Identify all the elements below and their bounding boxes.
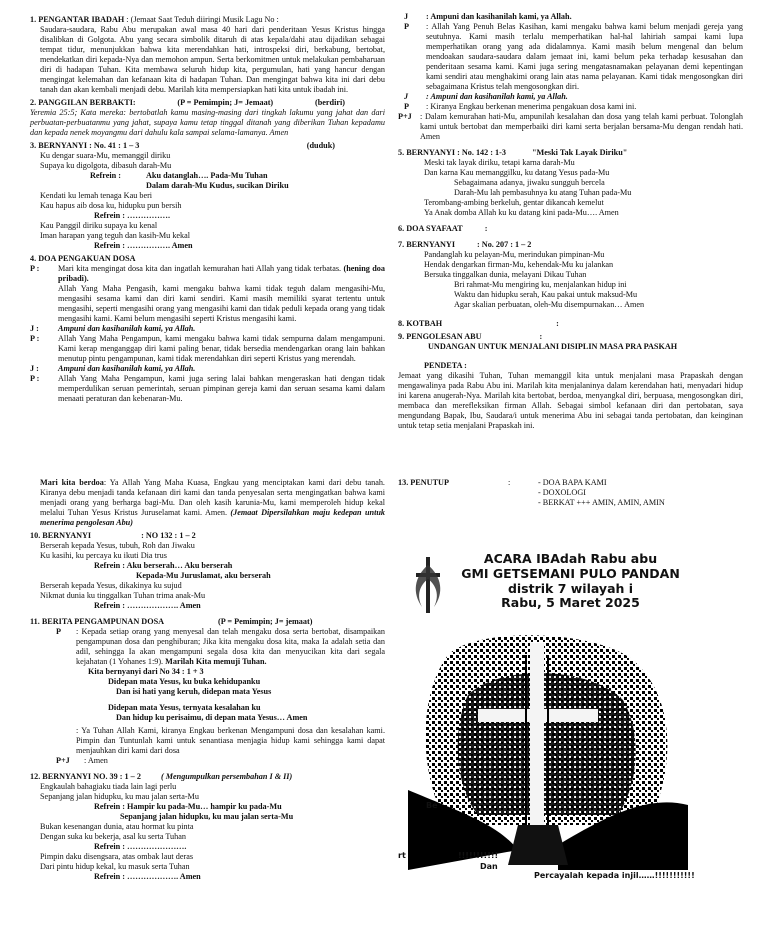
- sec5-title: "Meski Tak Layak Diriku": [532, 148, 628, 157]
- sec11-line: Didepan mata Yesus, ternyata kesalahan ku: [108, 703, 261, 712]
- sec7-line: Pandanglah ku pelayan-Mu, merindukan pimpinan-Mu: [424, 250, 605, 259]
- response: : Ampuni dan kasihanilah kami, ya Allah.: [426, 12, 572, 21]
- page-bottom-left: [30, 478, 385, 882]
- sec11-text: : Ya Tuhan Allah Kami, kiranya Engkau berkenan Mengampuni dosa dan kesalahan kami. Pimpin dan Tuntunlah kami untuk senantiasa menjagia hidup kami sehingga kami dapat menjauhkan diri kami dari dosa: [76, 726, 385, 755]
- cover-title: [398, 552, 743, 611]
- sec10-line: Nikmat dunia ku tinggalkan Tuhan trima anak-Mu: [40, 591, 206, 600]
- sec13-item: - BERKAT +++ AMIN, AMIN, AMIN: [538, 498, 665, 507]
- speaker-label: P :: [30, 264, 40, 273]
- pendeta-body: Jemaat yang dikasihi Tuhan, Tuhan memanggil kita untuk menjalani masa Prapaskah dengan mengawalinya pada Rabu Abu ini. Marilah kita menjalaninya dalam kerendahan hati, menyadari hidup ini karena anugerah-Nya. Marilah kita bertobat, berdoa, menyangkal diri, berpuasa, mengosongkan diri, membaca dan merefleksikan firman Allah. Sebagai simbol kefanaan diri dan pertobatan, saya mengundang Bapak, Ibu, Saudara/i untuk menerima Abu ini sebagai tanda pertobatan, dan keinginan untuk tetap setia menjalani Prapaskah ini.: [398, 371, 743, 430]
- sec11-heading: 11. BERITA PENGAMPUNAN DOSA: [30, 617, 165, 626]
- image-caption-fragment: !!!!!!!!!!!: [458, 851, 499, 860]
- sec12-line: Sepanjang jalan hidupku, ku mau jalan serta-Mu: [40, 792, 199, 801]
- page-top-right: [398, 12, 743, 431]
- sec1-body: Saudara-saudara, Rabu Abu merupakan awal masa 40 hari dari penderitaan Yesus Kristus hingga disalibkan di Golgota. Abu yang secara simbolik ditaruh di atas kepala/dahi atau dijadikan sebagai tempat tidur, menunjukkan bahwa kita merendahkan hati, introspeksi diri, berkabung, bertobat, mendekatkan diri kepada-Nya dan memohon ampun. Serta berkomitmen untuk melakukan pembaharuan diri di hadapan Tuhan. Kita membawa seluruh hidup kita, pergumulan, hati yang hancur dengan mengingat kelemahan dan kefanaan kita di hadapan Tuhan. Dan mengingat bahwa kita ini dari debu tanah dan akan kembali menjadi debu. Marilah kita mempersiapkan hati kita untuk ibadah ini.: [40, 25, 385, 94]
- sec3-line: Iman harapan yang teguh dan kasih-Mu kekal: [40, 231, 191, 240]
- sec4-text: Allah Yang Maha Pengampun, kami mengaku bahwa kami tidak sempurna dalam mengampuni. Kami kerap menganggap diri kami paling benar, tidak bersedia mendengarkan orang lain bahkan menutup pintu pengampunan, kami tidak merendahkan diri seperti Kristus yang merendah.: [58, 334, 385, 363]
- sec3-refrain: Dalam darah-Mu Kudus, sucikan Diriku: [146, 181, 289, 190]
- sec12-note: ( Mengumpulkan persembahan I & II): [160, 772, 293, 781]
- sec7-line: Bersuka tinggalkan dunia, melayani Dikau Tuhan: [424, 270, 587, 279]
- sec4-heading: 4. DOA PENGAKUAN DOSA: [30, 254, 136, 263]
- sec2-legend: (P = Pemimpin; J= Jemaat): [177, 98, 274, 107]
- sec11-line: Dan hidup ku perisaimu, di depan mata Yesus… Amen: [116, 713, 308, 722]
- sec8-colon: :: [556, 319, 559, 328]
- sec13-item: - DOA BAPA KAMI: [538, 478, 607, 487]
- sec12-line: Bukan kesenangan dunia, atau hormat ku pinta: [40, 822, 194, 831]
- sec13-colon: :: [508, 478, 511, 487]
- page-top-left: [30, 12, 385, 404]
- sec2-heading: 2. PANGGILAN BERBAKTI:: [30, 98, 136, 107]
- sec3-refrain: Refrein : …………….: [94, 211, 171, 220]
- sec3-refrain-label: Refrein :: [90, 171, 121, 180]
- sec5-line: Sebagaimana adanya, jiwaku sungguh bercela: [454, 178, 605, 187]
- sec11-line: Dan isi hati yang keruh, didepan mata Yesus: [116, 687, 272, 696]
- sec3-heading: 3. BERNYANYI : No. 41 : 1 – 3: [30, 141, 140, 150]
- sec4-response: Ampuni dan kasihanilah kami, ya Allah.: [58, 324, 196, 333]
- sec7-line: Bri rahmat-Mu mengiring ku, menjalankan hidup ini: [454, 280, 627, 289]
- cover-date: Rabu, 5 Maret 2025: [501, 595, 640, 611]
- sec9-colon: :: [539, 332, 543, 341]
- sec4-text: Mari kita mengingat dosa kita dan ingatlah kemurahan hati Allah yang tidak terbatas.: [58, 264, 342, 273]
- sec10-heading: 10. BERNYANYI: [30, 531, 92, 540]
- sec5-line: Dan karna Kau memanggilku, ku datang Yesus pada-Mu: [424, 168, 610, 177]
- cover-church-name: GMI GETSEMANI PULO PANDAN: [461, 565, 680, 581]
- sec10-refrain: Kepada-Mu Juruslamat, aku berserah: [136, 571, 271, 580]
- sec11-song: Kita bernyanyi dari No 34 : 1 + 3: [88, 667, 204, 676]
- sec9-subheading: UNDANGAN UNTUK MENJALANI DISIPLIN MASA PRA PASKAH: [428, 342, 678, 351]
- sec5-line: Ya Anak domba Allah ku ku datang kini pada-Mu…. Amen: [424, 208, 619, 217]
- sec6-heading: 6. DOA SYAFAAT: [398, 224, 463, 233]
- speaker-label: P: [56, 627, 62, 636]
- image-caption-fragment: Dan: [480, 862, 498, 871]
- sec10-line: Berserah kepada Yesus, dikakinya ku sujud: [40, 581, 182, 590]
- image-caption: Percayalah kepada injil……!!!!!!!!!!!: [534, 871, 695, 880]
- cover-district: distrik 7 wilayah i: [507, 580, 634, 596]
- sec12-refrain: Refrein : ………………….: [94, 842, 187, 851]
- sec2-posture: (berdiri): [314, 98, 345, 107]
- sec5-heading: 5. BERNYANYI : No. 142 : 1-3: [398, 148, 506, 157]
- sec7-number: : No. 207 : 1 – 2: [477, 240, 532, 249]
- sec11-note: Marilah Kita memuji Tuhan.: [165, 657, 267, 666]
- speaker-label: J :: [30, 364, 39, 373]
- sec4-response: Ampuni dan kasihanilah kami, ya Allah.: [58, 364, 196, 373]
- sec3-line: Ku dengar suara-Mu, memanggil diriku: [40, 151, 171, 160]
- sec10-refrain: Refrein : Aku berserah… Aku berserah: [94, 561, 233, 570]
- prayer-text: : Dalam kemurahan hati-Mu, ampunilah kesalahan dan dosa yang telah kami perbuat. Tolonglah kami untuk bertobat dan memperbaiki diri kami serta berjalan bersama-Mu dengan rendah hati. Amen: [420, 112, 743, 141]
- sec11-text: : Kepada setiap orang yang menyesal dan telah mengaku dosa serta bertobat, disampaikan pengampunan dosa dan penghiburan; Jika kita mengaku dosa kita, maka Ia adalah setia dan adil, sehingga Ia akan mengampuni segala dosa kita dan menyucikan kita dari segala kejahatan (1 Yohanes 1:9).: [76, 627, 385, 666]
- prayer-text: : Ya Allah Yang Maha Kuasa, Engkau yang menciptakan kami dari debu tanah. Kiranya debu menjadi tanda kefanaan diri kami dan tanda penyesalan serta mengingatkan bahwa kami menjadi orang yang berharga bagi-Mu. Dan oleh kasih karunia-Mu, kami memperoleh hidup kekal melalui Tuhan Yesus Kristus Juruselamat kami. Amen.: [40, 478, 385, 517]
- sec12-refrain: Sepanjang jalan hidupku, ku mau jalan serta-Mu: [120, 812, 294, 821]
- sec12-line: Pimpin daku disengsara, atas ombak laut deras: [40, 852, 194, 861]
- sec1-sub: : (Jemaat Saat Teduh diiringi Musik Lagu No :: [126, 15, 279, 24]
- sec7-line: Hendak dengarkan firman-Mu, kehendak-Mu ku jalankan: [424, 260, 614, 269]
- sec7-line: Waktu dan hidupku serah, Kau pakai untuk maksud-Mu: [454, 290, 638, 299]
- sec12-line: Engkaulah bahagiaku tiada lain lagi perlu: [40, 782, 177, 791]
- sec1-heading: 1. PENGANTAR IBADAH: [30, 15, 125, 24]
- sec12-refrain: Refrein : Hampir ku pada-Mu… hampir ku pada-Mu: [94, 802, 282, 811]
- sec3-refrain: Refrein : ……………. Amen: [94, 241, 193, 250]
- sec10-line: Berserah kepada Yesus, tubuh, Roh dan Jiwaku: [40, 541, 195, 550]
- speaker-label: J: [404, 12, 409, 21]
- sec13-heading: 13. PENUTUP: [398, 478, 449, 487]
- sec9-heading: 9. PENGOLESAN ABU: [398, 332, 482, 341]
- sec10-line: Ku kasihi, ku percaya ku ikuti Dia trus: [40, 551, 167, 560]
- sec7-heading: 7. BERNYANYI: [398, 240, 456, 249]
- image-caption-fragment: rt: [398, 851, 406, 860]
- sec3-line: Kau Panggil diriku supaya ku kenal: [40, 221, 158, 230]
- speaker-label: P+J: [398, 112, 412, 121]
- sec2-body: Yeremia 25:5; Kata mereka: bertobatlah kamu masing-masing dari tingkah lakumu yang jahat dan dari perbuatan-perbuatanmu yang jahat, supaya kamu tetap tinggal ditanah yang diberikan Tuhan kepadamu dan kepada nenek moyangmu dari dahulu kala sampai selama-lamanya. Amen: [30, 108, 385, 137]
- sec12-heading: 12. BERNYANYI NO. 39 : 1 – 2: [30, 772, 141, 781]
- sec3-line: Kau hapus aib dosa ku, hidupku pun bersih: [40, 201, 182, 210]
- speaker-label: P: [404, 22, 410, 31]
- sec10-refrain: Refrein : ………………. Amen: [94, 601, 201, 610]
- sec5-line: Terombang-ambing berkeluh, gentar dikancah kemelut: [424, 198, 604, 207]
- speaker-label: P: [404, 102, 410, 111]
- pendeta-heading: PENDETA :: [424, 361, 467, 370]
- speaker-label: P+J: [56, 756, 70, 765]
- prayer-note: (Jemaat Dipersilahkan maju kedepan untuk menerima pengolesan Abu): [40, 508, 385, 527]
- image-caption-fragment: Be: [426, 801, 438, 810]
- sec11-legend: (P = Pemimpin; J= jemaat): [218, 617, 313, 626]
- speaker-label: J :: [30, 324, 39, 333]
- sec5-line: Meski tak layak diriku, tetapi karna darah-Mu: [424, 158, 575, 167]
- sec10-number: : NO 132 : 1 – 2: [141, 531, 196, 540]
- sec5-line: Darah-Mu lah pembasuhnya ku atang Tuhan pada-Mu: [454, 188, 632, 197]
- speaker-label: P :: [30, 334, 40, 343]
- sec8-heading: 8. KOTBAH: [398, 319, 443, 328]
- sec7-line: Agar skalian perbuatan, oleh-Mu disempurnakan… Amen: [454, 300, 645, 309]
- sec3-line: Supaya ku digolgota, dibasuh darah-Mu: [40, 161, 172, 170]
- sec11-amen: : Amen: [84, 756, 108, 765]
- prayer-label: Mari kita berdoa: [40, 478, 104, 487]
- prayer-text: : Allah Yang Penuh Belas Kasihan, kami mengaku bahwa kami belum menjadi gereja yang seutuhnya. Kami masih terlalu memperhatikan hal-hal lahiriah sampai kami lupa memperhatikan orang yang ada didalamnya. Kami masih belum mengenal dan belum mendoakan saudara-saudara dalam jemaat ini, kami belum peka terhadap kesusahan dan penderitaan sesama kami. Kami juga sering mengatasnamakan pelayanan demi kepentingan kami sendiri atau menghakimi orang lain atas nama pelayanan. Kami tidak mengosongkan diri sebagaimana Kristus telah mengosongkan diri.: [426, 22, 743, 91]
- sec4-text: Allah Yang Maha Pengasih, kami mengaku bahwa kami tidak teguh dalam mengasihi-Mu, mengasihi sesama kami dan diri kami sendiri. Kami masih memiliki syarat tertentu untuk mengasihi, seperti mengasihi orang yang mengasihi kami dan tidak peduli kepada orang yang tidak mengasihi kami. Kami belum mengasihi seperti Kristus mengasihi kami.: [58, 284, 385, 323]
- sec12-refrain: Refrein : ………………. Amen: [94, 872, 201, 881]
- cover-cross-image: [408, 625, 688, 870]
- prayer-text: : Kiranya Engkau berkenan menerima pengakuan dosa kami ini.: [426, 102, 637, 111]
- sec4-note: (hening doa pribadi).: [58, 264, 385, 283]
- speaker-label: P :: [30, 374, 40, 383]
- sec11-line: Didepan mata Yesus, ku buka kehidupanku: [108, 677, 261, 686]
- speaker-label: J: [404, 92, 409, 101]
- sec13-item: - DOXOLOGI: [538, 488, 586, 497]
- sec4-text: Allah Yang Maha Pengampun, kami juga sering lalai bahkan mengeraskan hati dengan tidak memperdulikan seruan pemerintah, seruan pimpinan gereja kami dan seruan sesama kami dalam menaati peraturan dan kebenaran-Mu.: [58, 374, 385, 403]
- sec3-posture: (duduk): [306, 141, 335, 150]
- sec6-colon: :: [484, 224, 488, 233]
- sec12-line: Dengan suka ku bekerja, asal ku serta Tuhan: [40, 832, 186, 841]
- response: : Ampuni dan kasihanilah kami, ya Allah.: [426, 92, 568, 101]
- sec3-refrain: Aku datanglah…. Pada-Mu Tuhan: [146, 171, 268, 180]
- page-bottom-right: [398, 478, 743, 508]
- sec3-line: Kendati ku lemah tenaga Kau beri: [40, 191, 153, 200]
- cover-title-line: ACARA IBAdah Rabu abu: [483, 551, 658, 566]
- sec12-line: Dari pintu hidup kekal, ku masuk serta Tuhan: [40, 862, 190, 871]
